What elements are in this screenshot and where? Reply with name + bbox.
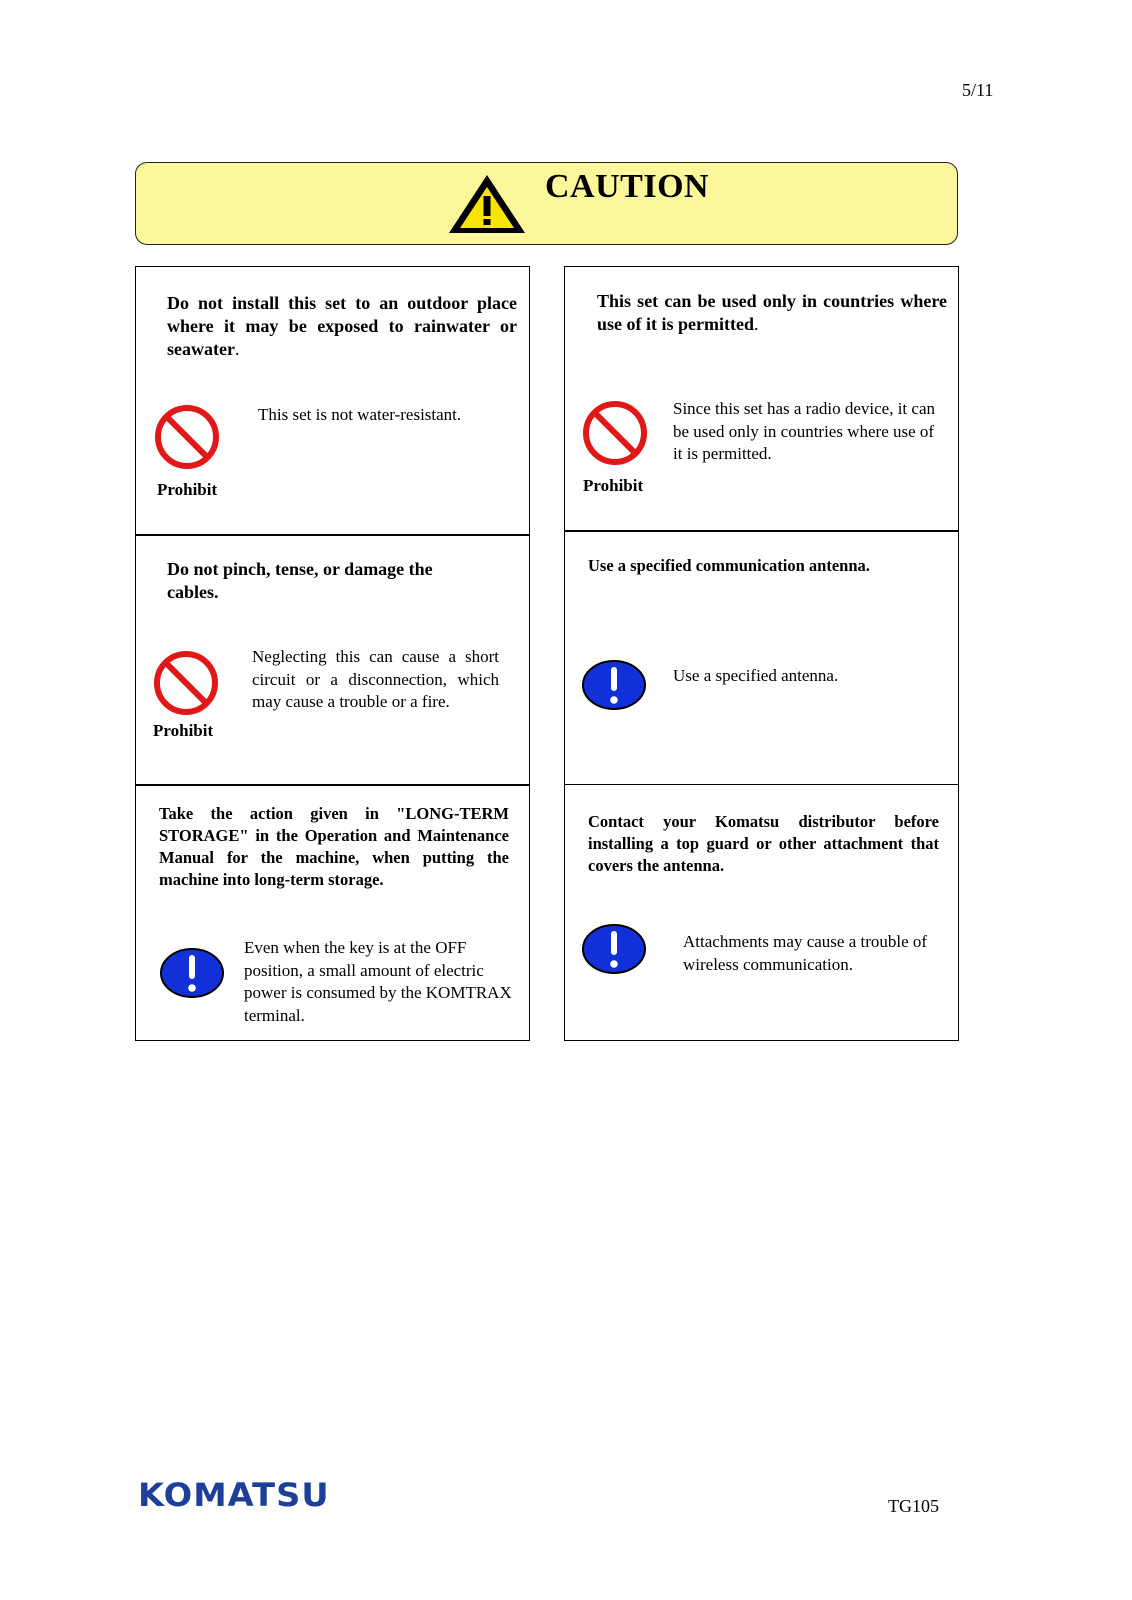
prohibit-label: Prohibit	[153, 721, 214, 740]
box-body-text: Attachments may cause a trouble of wireless communication.	[683, 932, 928, 974]
heading-text: Do not install this set to an outdoor place where it may be exposed to rainwater or seawater	[167, 293, 517, 359]
box-body-text: Neglecting this can cause a short circuit or a disconnection, which may cause a trouble or a fire.	[252, 647, 499, 711]
box-body-text: This set is not water-resistant.	[258, 405, 462, 424]
heading-period: .	[234, 339, 240, 359]
box-heading: Use a specified communication antenna.	[588, 556, 870, 575]
page-number: 5/11	[962, 80, 994, 100]
mandatory-icon	[580, 658, 648, 712]
box-heading	[167, 292, 517, 361]
box-body-text: Use a specified antenna.	[673, 666, 839, 685]
komatsu-logo: KOMATSU	[138, 1476, 330, 1514]
box-body-text: Since this set has a radio device, it can be used only in countries where use of it is permitted.	[673, 399, 935, 463]
box-heading: Do not pinch, tense, or damage the cables.	[167, 559, 433, 602]
mandatory-icon	[158, 946, 226, 1000]
box-heading: Contact your Komatsu distributor before installing a top guard or other attachment that covers the antenna.	[588, 812, 939, 875]
prohibit-icon	[580, 398, 650, 468]
heading-text: This set can be used only in countries where use of it is permitted	[597, 291, 947, 334]
prohibit-icon	[152, 402, 222, 472]
box-body-text: Even when the key is at the OFF position, a small amount of electric power is consumed by the KOMTRAX terminal.	[244, 938, 512, 1025]
heading-period: .	[753, 314, 759, 334]
prohibit-label: Prohibit	[583, 476, 644, 495]
box-heading	[597, 290, 947, 336]
prohibit-icon	[151, 648, 221, 718]
mandatory-icon	[580, 922, 648, 976]
box-heading: Take the action given in "LONG-TERM STORAGE" in the Operation and Maintenance Manual for the machine, when putting the machine into long-term storage.	[159, 804, 509, 889]
caution-title: CAUTION	[545, 168, 710, 205]
document-code: TG105	[888, 1496, 939, 1516]
warning-triangle-icon	[446, 172, 528, 236]
prohibit-label: Prohibit	[157, 480, 218, 499]
